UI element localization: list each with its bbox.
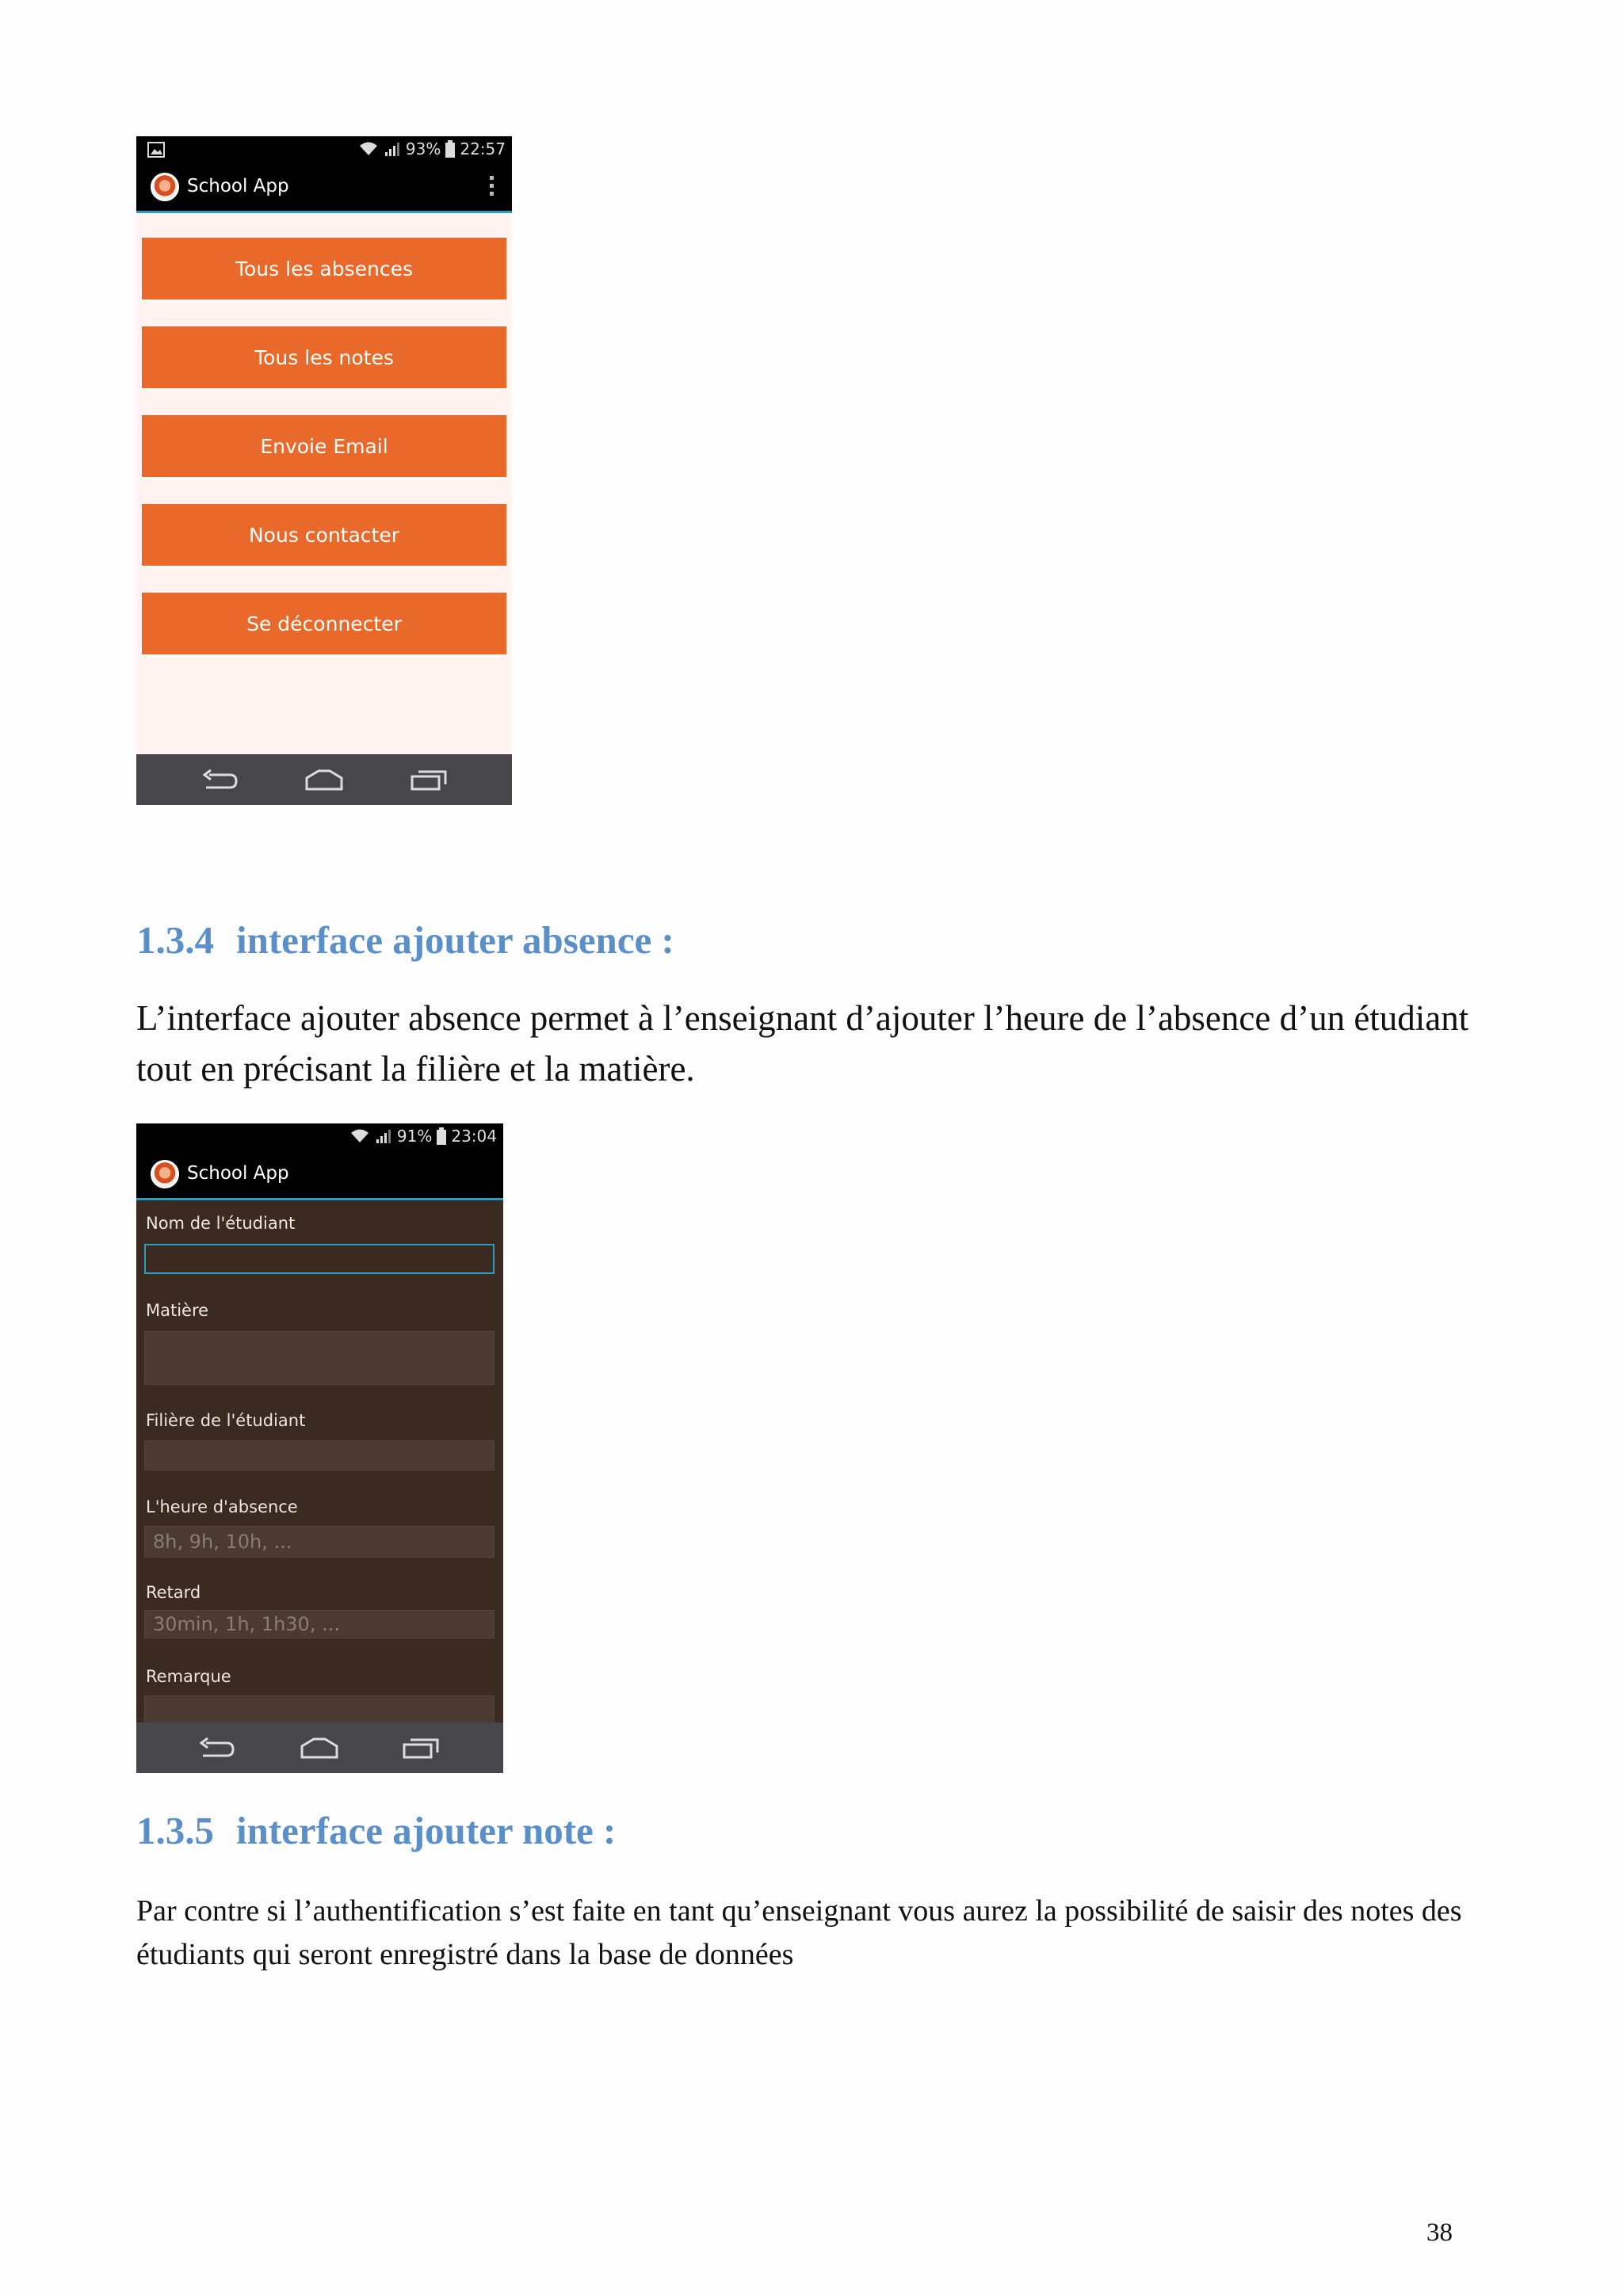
section-title: interface ajouter absence : <box>236 918 674 962</box>
all-absences-button[interactable]: Tous les absences <box>142 238 506 299</box>
wifi-icon <box>349 1128 370 1144</box>
status-time: 22:57 <box>460 139 506 158</box>
logout-button[interactable]: Se déconnecter <box>142 593 506 654</box>
action-bar-divider <box>136 1198 503 1200</box>
battery-icon <box>445 140 455 158</box>
navigation-bar <box>136 1722 503 1773</box>
image-notification-icon <box>147 142 165 158</box>
page-number: 38 <box>1426 2218 1453 2247</box>
status-bar <box>136 136 512 165</box>
home-icon[interactable] <box>300 1737 339 1760</box>
section-heading-absence <box>136 917 674 963</box>
remark-input[interactable] <box>144 1695 495 1724</box>
section-heading-grade <box>136 1808 616 1853</box>
signal-icon <box>384 141 401 157</box>
back-icon[interactable] <box>201 769 239 792</box>
app-logo-icon <box>151 1160 179 1188</box>
absence-hour-input[interactable] <box>144 1526 495 1558</box>
absence-hour-label: L'heure d'absence <box>146 1497 298 1516</box>
phone-screenshot-menu <box>136 136 512 805</box>
all-grades-button[interactable]: Tous les notes <box>142 326 506 388</box>
recent-apps-icon[interactable] <box>403 1737 439 1760</box>
section-number: 1.3.4 <box>136 918 214 962</box>
student-field-input[interactable] <box>144 1440 495 1470</box>
action-bar <box>136 1152 503 1198</box>
app-title: School App <box>187 176 289 196</box>
home-icon[interactable] <box>304 769 344 792</box>
app-title: School App <box>187 1163 289 1184</box>
status-time: 23:04 <box>451 1127 497 1146</box>
navigation-bar <box>136 754 512 805</box>
phone-screenshot-add-absence <box>136 1123 503 1773</box>
send-email-button[interactable]: Envoie Email <box>142 415 506 477</box>
delay-input[interactable] <box>144 1610 495 1638</box>
delay-label: Retard <box>146 1583 201 1602</box>
overflow-menu-icon[interactable] <box>490 176 495 200</box>
app-logo-icon <box>151 173 179 201</box>
section-number: 1.3.5 <box>136 1809 214 1852</box>
paragraph-grade: Par contre si l’authentification s’est faite en tant qu’enseignant vous aurez la possibilité de saisir des notes des étudiants qui seront enregistré dans la base de données <box>136 1894 1462 1971</box>
subject-input[interactable] <box>144 1331 495 1385</box>
signal-icon <box>375 1128 392 1144</box>
status-bar <box>136 1123 503 1152</box>
recent-apps-icon[interactable] <box>411 769 447 792</box>
student-name-input[interactable] <box>144 1244 495 1274</box>
paragraph-absence: L’interface ajouter absence permet à l’enseignant d’ajouter l’heure de l’absence d’un étudiant tout en précisant la filière et la matière. <box>136 998 1469 1089</box>
subject-label: Matière <box>146 1301 209 1320</box>
battery-icon <box>437 1127 446 1145</box>
contact-us-button[interactable]: Nous contacter <box>142 504 506 566</box>
student-name-label: Nom de l'étudiant <box>146 1214 296 1233</box>
action-bar <box>136 165 512 211</box>
back-icon[interactable] <box>198 1737 236 1760</box>
remark-label: Remarque <box>146 1667 231 1686</box>
battery-percentage: 93% <box>405 139 441 158</box>
wifi-icon <box>358 141 379 157</box>
action-bar-divider <box>136 211 512 213</box>
section-title: interface ajouter note : <box>236 1809 617 1852</box>
student-field-label: Filière de l'étudiant <box>146 1411 306 1430</box>
battery-percentage: 91% <box>396 1127 433 1146</box>
